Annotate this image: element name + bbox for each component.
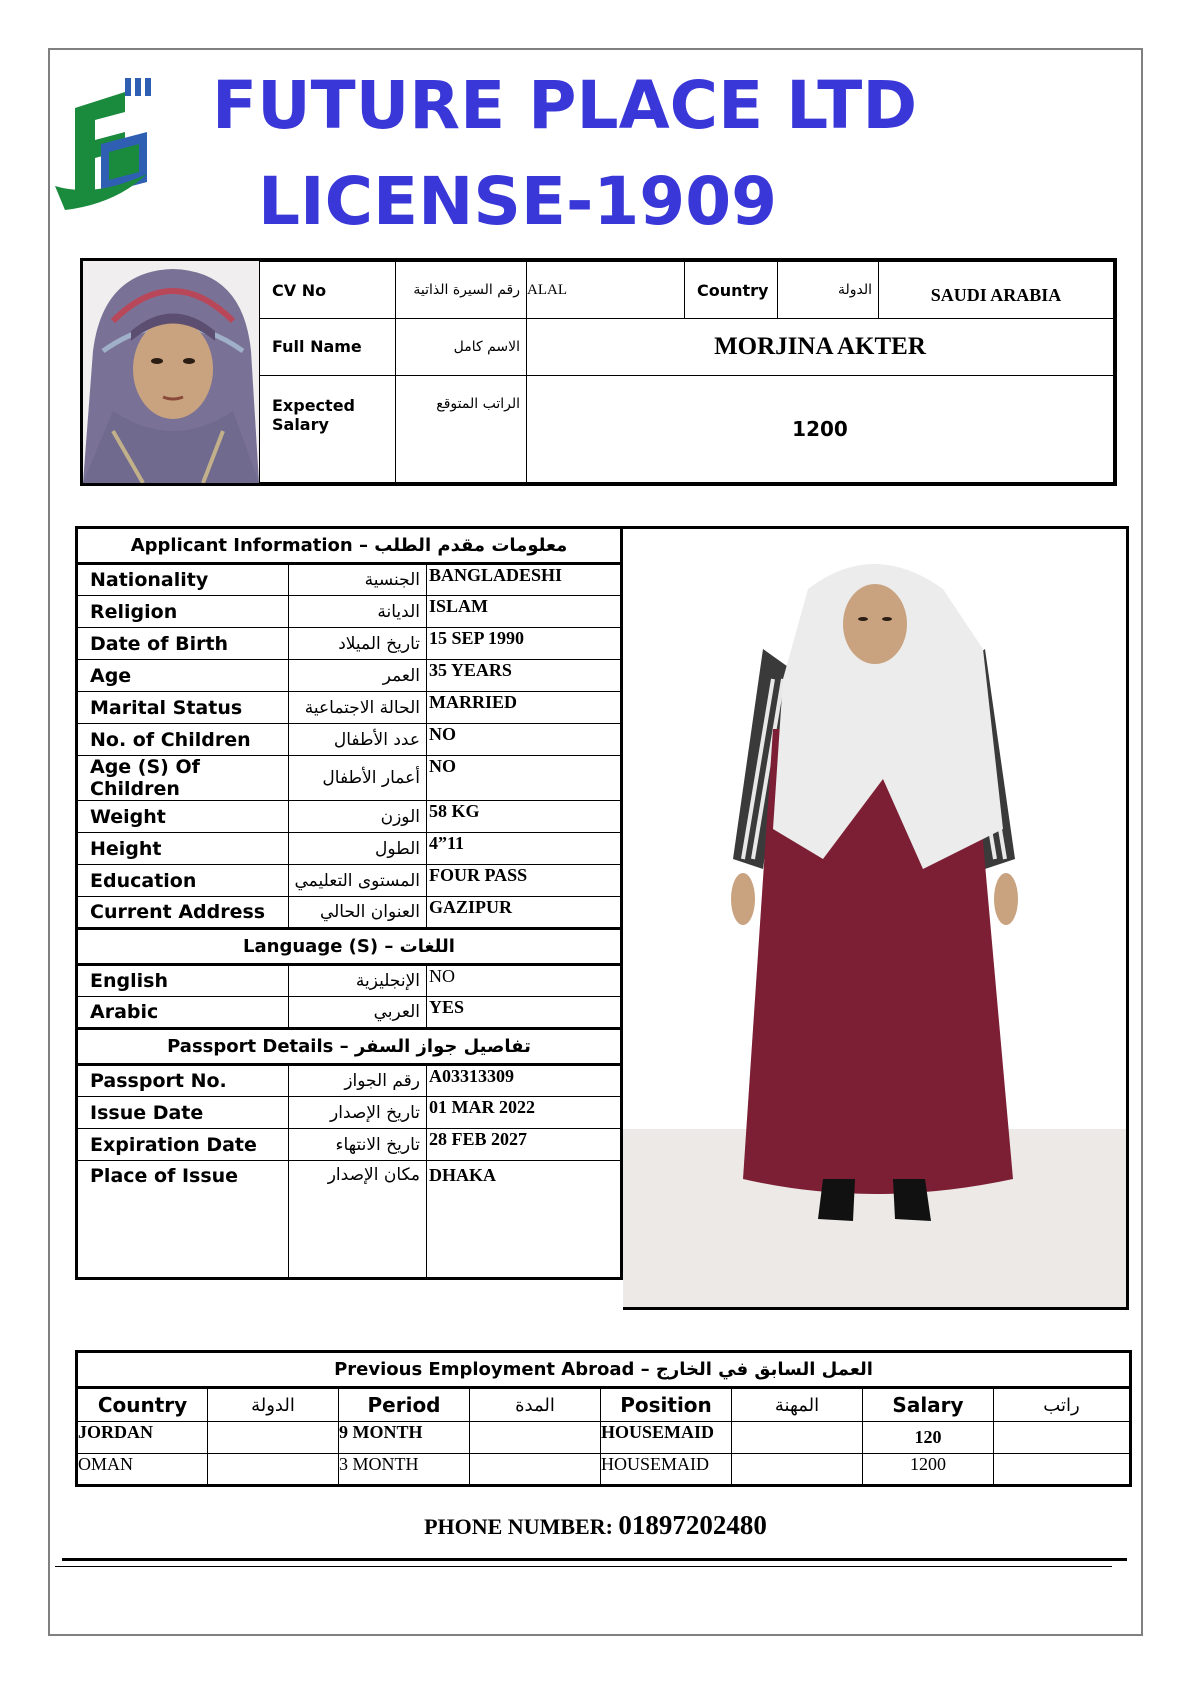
row-label: Passport No. — [77, 1065, 289, 1097]
table-row — [77, 1422, 1131, 1454]
table-row — [77, 1129, 622, 1161]
row-label: Place of Issue — [77, 1161, 289, 1279]
row-value: NO — [427, 965, 622, 997]
table-row — [77, 1065, 622, 1097]
row-value: FOUR PASS — [427, 865, 622, 897]
cell-salary: 120 — [863, 1422, 994, 1454]
company-title: FUTURE PLACE LTD — [212, 67, 918, 144]
row-label-ar: الديانة — [289, 596, 427, 628]
row-label: Age — [77, 660, 289, 692]
table-row — [77, 724, 622, 756]
cell-empty — [470, 1422, 601, 1454]
row-value: 58 KG — [427, 801, 622, 833]
row-label-ar: تاريخ الميلاد — [289, 628, 427, 660]
applicant-info-table — [75, 526, 623, 1280]
country-value: SAUDI ARABIA — [879, 262, 1114, 319]
row-label-ar: تاريخ الانتهاء — [289, 1129, 427, 1161]
row-value: BANGLADESHI — [427, 564, 622, 596]
previous-employment-table — [75, 1350, 1132, 1487]
row-label: Weight — [77, 801, 289, 833]
row-label-ar: الإنجليزية — [289, 965, 427, 997]
row-value: A03313309 — [427, 1065, 622, 1097]
table-row — [77, 596, 622, 628]
cell-country: JORDAN — [77, 1422, 208, 1454]
phone-value: 01897202480 — [618, 1510, 767, 1540]
row-value: 28 FEB 2027 — [427, 1129, 622, 1161]
row-label: Nationality — [77, 564, 289, 596]
row-label: English — [77, 965, 289, 997]
row-value: 01 MAR 2022 — [427, 1097, 622, 1129]
cell-empty — [994, 1454, 1131, 1486]
country-label-ar: الدولة — [778, 262, 879, 319]
portrait-photo — [83, 261, 259, 483]
table-row — [77, 628, 622, 660]
candidate-summary-table — [259, 261, 1114, 483]
col-country-ar: الدولة — [208, 1388, 339, 1422]
cell-empty — [208, 1454, 339, 1486]
row-label-ar: عدد الأطفال — [289, 724, 427, 756]
row-label-ar: الطول — [289, 833, 427, 865]
full-body-photo — [623, 529, 1126, 1307]
row-value: 15 SEP 1990 — [427, 628, 622, 660]
expected-salary-label: Expected Salary — [260, 375, 396, 482]
row-label: Arabic — [77, 997, 289, 1029]
company-logo — [55, 78, 165, 218]
table-row — [77, 833, 622, 865]
row-label-ar: مكان الإصدار — [289, 1161, 427, 1279]
cell-empty — [208, 1422, 339, 1454]
full-name-label-ar: الاسم كامل — [396, 319, 527, 375]
row-label: Current Address — [77, 897, 289, 929]
row-label: Religion — [77, 596, 289, 628]
row-label-ar: رقم الجواز — [289, 1065, 427, 1097]
cv-no-label: CV No — [260, 262, 396, 319]
col-period-ar: المدة — [470, 1388, 601, 1422]
col-salary: Salary — [863, 1388, 994, 1422]
cell-period: 3 MONTH — [339, 1454, 470, 1486]
cell-position: HOUSEMAID — [601, 1422, 732, 1454]
table-row — [77, 660, 622, 692]
table-row — [77, 865, 622, 897]
row-label-ar: الحالة الاجتماعية — [289, 692, 427, 724]
row-label-ar: العنوان الحالي — [289, 897, 427, 929]
footer-divider — [62, 1558, 1127, 1561]
col-country: Country — [77, 1388, 208, 1422]
company-license: LICENSE-1909 — [258, 163, 778, 240]
row-value: ISLAM — [427, 596, 622, 628]
row-label: Expiration Date — [77, 1129, 289, 1161]
full-name-value: MORJINA AKTER — [527, 319, 1114, 375]
cell-empty — [470, 1454, 601, 1486]
table-row — [77, 801, 622, 833]
table-row — [77, 1097, 622, 1129]
col-period: Period — [339, 1388, 470, 1422]
row-value: 35 YEARS — [427, 660, 622, 692]
row-value: NO — [427, 724, 622, 756]
full-name-label: Full Name — [260, 319, 396, 375]
row-label-ar: أعمار الأطفال — [289, 756, 427, 801]
row-value: NO — [427, 756, 622, 801]
language-heading: Language (S) – اللغات — [77, 929, 622, 965]
table-row — [77, 756, 622, 801]
expected-salary-value: 1200 — [527, 375, 1114, 482]
cell-empty — [732, 1454, 863, 1486]
table-row — [77, 1161, 622, 1279]
cell-period: 9 MONTH — [339, 1422, 470, 1454]
cell-country: OMAN — [77, 1454, 208, 1486]
row-label: Height — [77, 833, 289, 865]
passport-heading: Passport Details – تفاصيل جواز السفر — [77, 1029, 622, 1065]
country-label: Country — [685, 262, 778, 319]
table-row — [77, 564, 622, 596]
phone-number — [0, 1510, 1191, 1541]
row-label-ar: المستوى التعليمي — [289, 865, 427, 897]
table-row — [77, 965, 622, 997]
expected-salary-label-ar: الراتب المتوقع — [396, 375, 527, 482]
row-label: Date of Birth — [77, 628, 289, 660]
col-salary-ar: راتب — [994, 1388, 1131, 1422]
table-row — [77, 997, 622, 1029]
cell-empty — [732, 1422, 863, 1454]
company-name — [212, 58, 917, 250]
row-label-ar: الوزن — [289, 801, 427, 833]
col-position-ar: المهنة — [732, 1388, 863, 1422]
row-label: Marital Status — [77, 692, 289, 724]
full-body-photo-box — [623, 526, 1129, 1310]
table-row — [77, 897, 622, 929]
row-label: Education — [77, 865, 289, 897]
footer-divider-thin — [55, 1566, 1112, 1567]
cv-no-value: ALAL — [527, 262, 685, 319]
phone-label: PHONE NUMBER: — [424, 1514, 613, 1539]
candidate-summary-box — [80, 258, 1117, 486]
cell-salary: 1200 — [863, 1454, 994, 1486]
table-row — [77, 692, 622, 724]
row-value: MARRIED — [427, 692, 622, 724]
table-row — [77, 1454, 1131, 1486]
col-position: Position — [601, 1388, 732, 1422]
row-label-ar: العربي — [289, 997, 427, 1029]
row-label-ar: العمر — [289, 660, 427, 692]
row-label-ar: الجنسية — [289, 564, 427, 596]
row-value: GAZIPUR — [427, 897, 622, 929]
cell-empty — [994, 1422, 1131, 1454]
row-label: Age (S) Of Children — [77, 756, 289, 801]
row-label: Issue Date — [77, 1097, 289, 1129]
employment-heading: Previous Employment Abroad – العمل السابق في الخارج — [77, 1352, 1131, 1388]
row-label: No. of Children — [77, 724, 289, 756]
row-label-ar: تاريخ الإصدار — [289, 1097, 427, 1129]
applicant-info-heading: Applicant Information – معلومات مقدم الطلب — [77, 528, 622, 564]
cv-no-label-ar: رقم السيرة الذاتية — [396, 262, 527, 319]
cell-position: HOUSEMAID — [601, 1454, 732, 1486]
row-value: 4”11 — [427, 833, 622, 865]
row-value: DHAKA — [427, 1161, 622, 1279]
row-value: YES — [427, 997, 622, 1029]
